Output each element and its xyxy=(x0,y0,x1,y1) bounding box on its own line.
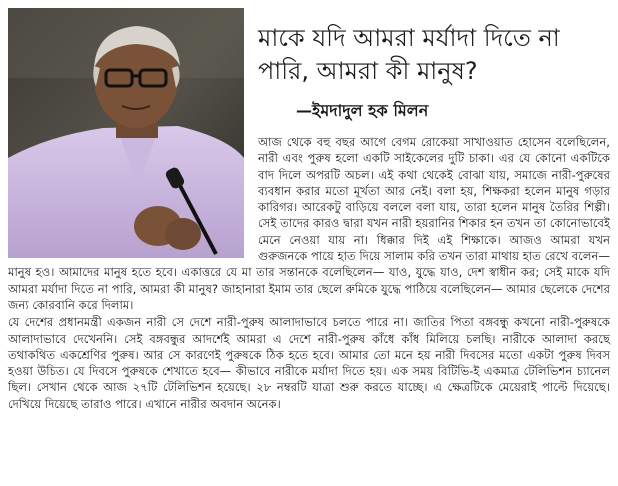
photo-spacer xyxy=(8,134,252,264)
headline: মাকে যদি আমরা মর্যাদা দিতে না পারি, আমরা কী মানুষ? xyxy=(258,24,560,85)
paragraph: আজ থেকে বহু বছর আগে বেগম রোকেয়া সাখাওয়াত হোসেন বলেছিলেন, নারী এবং পুরুষ হলো একটি সাইকেলের দুটি চাকা। এর যে কোনো একটিকে বাদ দিলে অপরটি অচল। এই কথা থেকেই বোঝা যায়, সমাজে নারী-পুরুষের ব্যবধান করার মতো মূর্খতা আর নেই। বলা হয়, শিক্ষকরা হলেন মানুষ গড়ার কারিগর। আরেকটু বাড়িয়ে বললে বলা যায়, তারা হলেন মানুষ তৈরির শিল্পী। সেই তাদের কারও দ্বারা যখন নারী হয়রানির শিকার হন তখন তা কোনোভাবেই মেনে নেওয়া যায় না। ধিক্কার দিই এই শিক্ষাকে। আজও আমরা যখন গুরুজনকে পায়ে হাত দিয়ে সালাম করি তখন তারা মাথায় হাত রেখে বলেন— মানুষ হও। আমাদের মানুষ হতে হবে। একাত্তরে যে মা তার সন্তানকে বলেছিলেন— যাও, যুদ্ধে যাও, দেশ স্বাধীন কর; সেই মাকে যদি আমরা মর্যাদা দিতে না পারি, আমরা কী মানুষ? জাহানারা ইমাম তার ছেলে রুমিকে যুদ্ধে পাঠিয়ে বলেছিলেন— আমার ছেলেকে দেশের জন্য কোরবানি করে দিলাম। xyxy=(8,135,610,312)
article-body xyxy=(8,134,610,412)
byline: —ইমদাদুল হক মিলন xyxy=(296,101,429,120)
paragraph: যে দেশের প্রধানমন্ত্রী একজন নারী সে দেশে নারী-পুরুষ আলাদাভাবে চলতে পারে না। জাতির পিতা বঙ্গবন্ধু কখনো নারী-পুরুষকে আলাদাভাবে দেখেননি। সেই বঙ্গবন্ধুর আদর্শেই আমরা এ দেশে নারী-পুরুষ কাঁধে কাঁধ মিলিয়ে চলছি। নারীকে আলাদা করছে তথাকথিত একশ্রেণির পুরুষ। আর সে কারণেই পুরুষকে ঠিক হতে হবে। আমার তো মনে হয় নারী দিবসের মতো একটা পুরুষ দিবস হওয়া উচিত। যে দিবসে পুরুষকে শেখাতে হবে— কীভাবে নারীকে মর্যাদা দিতে হয়। এক সময় বিটিভি-ই একমাত্র টেলিভিশন চ্যানেল ছিল। সেখান থেকে আজ ২৭টি টেলিভিশন হয়েছে। ২৮ নম্বরটি যাত্রা শুরু করতে যাচ্ছে। এ ক্ষেত্রটিকে মেয়েরাই পাল্টে দিয়েছে। দেখিয়ে দিয়েছে তারাও পারে। এখানে নারীর অবদান অনেক। xyxy=(8,315,610,411)
